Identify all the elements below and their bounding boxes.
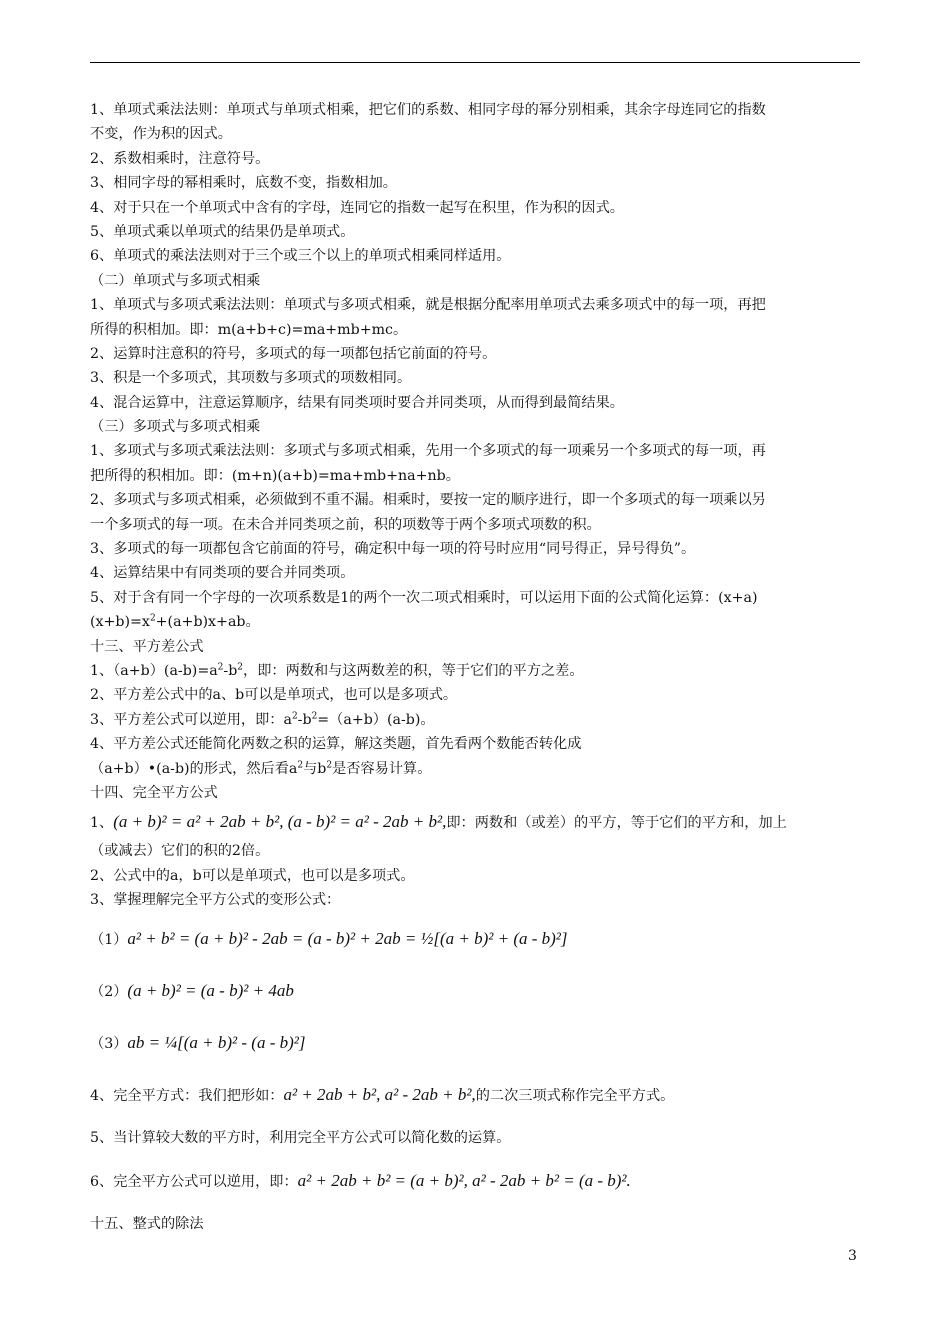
text-segment: ，即：两数和与这两数差的积，等于它们的平方之差。	[243, 662, 584, 679]
text-segment: 3、平方差公式可以逆用，即：a	[90, 711, 292, 728]
text-segment: (x+b)=x	[90, 614, 150, 631]
text-segment: （2）	[90, 983, 128, 1000]
text-line: 1、多项式与多项式乘法法则：多项式与多项式相乘，先用一个多项式的每一项乘另一个多项式的每一项，再	[90, 443, 766, 460]
text-segment: 即：两数和（或差）的平方，等于它们的平方和，加上	[446, 815, 787, 832]
text-line: 5、单项式乘以单项式的结果仍是单项式。	[90, 223, 355, 240]
text-line: 1、单项式与多项式乘法法则：单项式与多项式相乘，就是根据分配率用单项式去乘多项式中的每一项，再把	[90, 297, 766, 314]
text-line	[90, 659, 862, 683]
text-line: 一个多项式的每一项。在未合并同类项之前，积的项数等于两个多项式项数的积。	[90, 516, 601, 533]
formula: (a + b)² = a² + 2ab + b², (a - b)² = a² - 2ab + b²,	[113, 812, 447, 832]
superscript: 2	[326, 759, 333, 770]
formula-line	[90, 805, 862, 839]
text-line	[90, 610, 862, 634]
formula: a² + 2ab + b², a² - 2ab + b²,	[283, 1084, 476, 1104]
text-segment: 1、（a+b）(a-b)=a	[90, 662, 218, 679]
text-line: 2、运算时注意积的符号，多项式的每一项都包括它前面的符号。	[90, 345, 497, 362]
text-line: 3、多项式的每一项都包含它前面的符号，确定积中每一项的符号时应用“同号得正，异号得负”。	[90, 541, 696, 558]
text-segment: +(a+b)x+ab。	[155, 614, 260, 631]
formula-line	[90, 1017, 862, 1069]
formula: ab = ¼[(a + b)² - (a - b)²]	[127, 1032, 306, 1052]
text-segment: （3）	[90, 1035, 128, 1052]
text-line: 2、多项式与多项式相乘，必须做到不重不漏。相乘时，要按一定的顺序进行，即一个多项式的每一项乘以另	[90, 492, 766, 509]
superscript: 2	[237, 662, 244, 673]
formula: a² + 2ab + b² = (a + b)², a² - 2ab + b² = (a - b)².	[297, 1170, 631, 1190]
text-line: 4、运算结果中有同类项的要合并同类项。	[90, 565, 355, 582]
formula-line	[90, 965, 862, 1017]
text-line: （或减去）它们的积的2倍。	[90, 843, 270, 860]
formula: a² + b² = (a + b)² - 2ab = (a - b)² + 2ab = ½[(a + b)² + (a - b)²]	[127, 928, 568, 948]
text-segment: -b	[223, 662, 238, 679]
text-line: 5、当计算较大数的平方时，利用完全平方公式可以简化数的运算。	[90, 1129, 511, 1146]
section-heading: （二）单项式与多项式相乘	[90, 272, 261, 289]
text-line: 不变，作为积的因式。	[90, 126, 232, 143]
superscript: 2	[291, 711, 298, 722]
text-segment: 4、完全平方式：我们把形如：	[90, 1087, 284, 1104]
text-line: 3、掌握理解完全平方公式的变形公式：	[90, 892, 341, 909]
document-body	[90, 98, 862, 1241]
text-segment: 1、	[90, 815, 114, 832]
superscript: 2	[217, 662, 224, 673]
page-number: 3	[848, 1248, 857, 1264]
superscript: 2	[149, 613, 156, 624]
text-line: 2、系数相乘时，注意符号。	[90, 150, 270, 167]
text-segment: （1）	[90, 931, 128, 948]
text-line: 6、单项式的乘法法则对于三个或三个以上的单项式相乘同样适用。	[90, 248, 511, 265]
section-heading: 十四、完全平方公式	[90, 784, 218, 801]
text-segment: =（a+b）(a-b)。	[317, 711, 435, 728]
text-segment: 6、完全平方公式可以逆用，即：	[90, 1173, 298, 1190]
header-rule	[90, 62, 860, 63]
text-line: 2、公式中的a，b可以是单项式，也可以是多项式。	[90, 867, 415, 884]
section-heading: 十五、整式的除法	[90, 1215, 204, 1232]
text-line	[90, 757, 862, 781]
section-heading: （三）多项式与多项式相乘	[90, 419, 261, 436]
formula-line	[90, 1069, 862, 1121]
text-line: 把所得的积相加。即：(m+n)(a+b)=ma+mb+na+nb。	[90, 467, 460, 484]
text-line: 4、对于只在一个单项式中含有的字母，连同它的指数一起写在积里，作为积的因式。	[90, 199, 624, 216]
text-line: 1、单项式乘法法则：单项式与单项式相乘，把它们的系数、相同字母的幂分别相乘，其余字母连同它的指数	[90, 102, 766, 118]
text-segment: 的二次三项式称作完全平方式。	[475, 1087, 675, 1104]
formula: (a + b)² = (a - b)² + 4ab	[127, 980, 294, 1000]
text-line	[90, 708, 862, 732]
formula-line	[90, 913, 862, 965]
text-segment: 是否容易计算。	[332, 760, 432, 777]
text-line: 3、相同字母的幂相乘时，底数不变，指数相加。	[90, 175, 397, 192]
formula-line	[90, 1155, 862, 1207]
text-line: 3、积是一个多项式，其项数与多项式的项数相同。	[90, 370, 412, 387]
superscript: 2	[311, 711, 318, 722]
text-segment: -b	[297, 711, 312, 728]
text-segment: 与b	[303, 760, 327, 777]
superscript: 2	[297, 759, 304, 770]
text-line: 所得的积相加。即：m(a+b+c)=ma+mb+mc。	[90, 321, 408, 338]
section-heading: 十三、平方差公式	[90, 638, 204, 655]
text-line: 2、平方差公式中的a、b可以是单项式，也可以是多项式。	[90, 687, 458, 704]
text-line: 4、平方差公式还能简化两数之积的运算，解这类题，首先看两个数能否转化成	[90, 736, 582, 753]
text-segment: （a+b）•(a-b)的形式，然后看a	[90, 760, 298, 777]
text-line: 5、对于含有同一个字母的一次项系数是1的两个一次二项式相乘时，可以运用下面的公式简化运算：(x+a)	[90, 589, 758, 606]
text-line: 4、混合运算中，注意运算顺序，结果有同类项时要合并同类项，从而得到最简结果。	[90, 394, 624, 411]
